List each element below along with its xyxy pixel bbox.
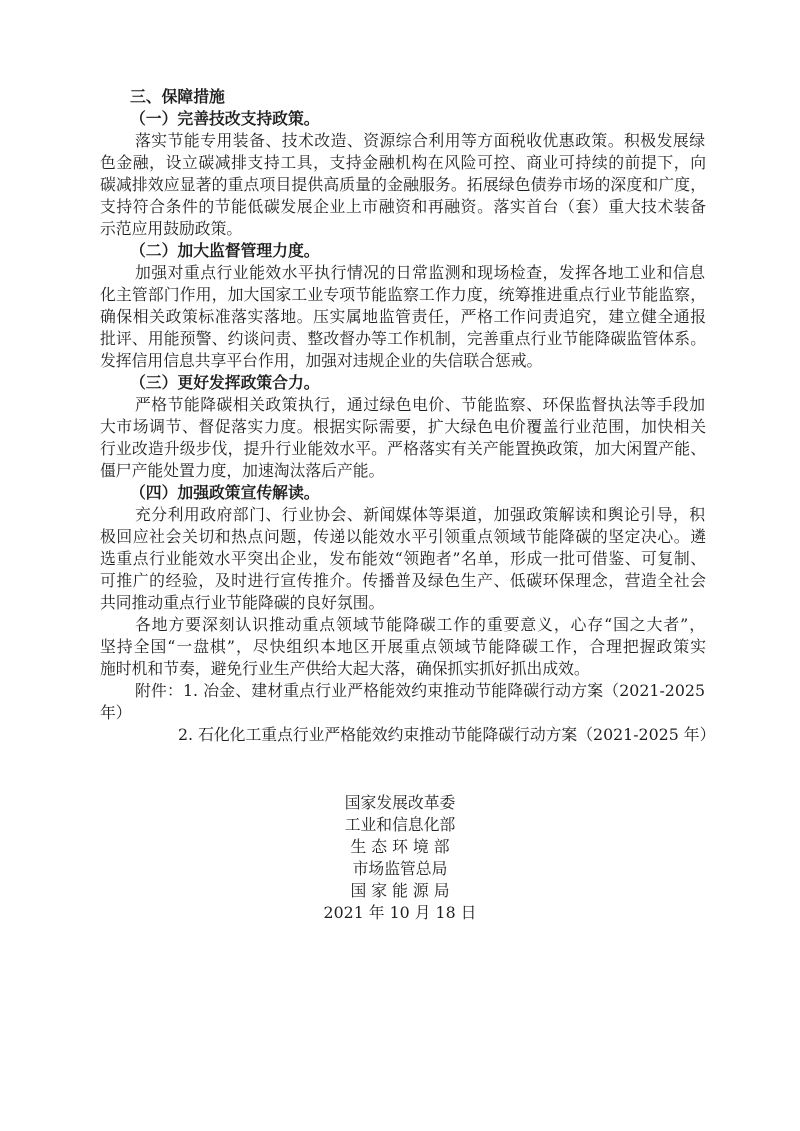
paragraph-line: 大市场调节、督促落实力度。根据实际需要，扩大绿色电价覆盖行业范围，加快相关: [100, 417, 706, 436]
section-heading: 三、保障措施: [130, 87, 225, 106]
item-heading-4: （四）加强政策宣传解读。: [130, 483, 320, 502]
item-heading-3: （三）更好发挥政策合力。: [130, 373, 320, 392]
paragraph-line: 发挥信用信息共享平台作用，加强对违规企业的失信联合惩戒。: [100, 351, 543, 370]
attachment-1: 附件：1. 冶金、建材重点行业严格能效约束推动节能降碳行动方案（2021-2025: [135, 681, 705, 700]
paragraph-line: 可推广的经验，及时进行宣传推介。传播普及绿色生产、低碳环保理念，营造全社会: [100, 571, 706, 590]
paragraph-line: 僵尸产能处置力度，加速淘汰落后产能。: [100, 461, 385, 480]
paragraph-line: 共同推动重点行业节能降碳的良好氛围。: [100, 593, 385, 612]
attachment-1-wrap: 年）: [100, 703, 132, 722]
paragraph-line: 加强对重点行业能效水平执行情况的日常监测和现场检查，发挥各地工业和信息: [135, 263, 705, 282]
paragraph-line: 严格节能降碳相关政策执行，通过绿色电价、节能监察、环保监督执法等手段加: [135, 395, 705, 414]
closing-line: 施时机和节奏，避免行业生产供给大起大落，确保抓实抓好抓出成效。: [100, 659, 590, 678]
paragraph-line: 行业改造升级步伐，提升行业能效水平。严格落实有关产能置换政策，加大闲置产能、: [100, 439, 706, 458]
signatory-mee: 生 态 环 境 部: [350, 837, 450, 856]
paragraph-line: 色金融，设立碳减排支持工具，支持金融机构在风险可控、商业可持续的前提下，向: [100, 153, 706, 172]
paragraph-line: 示范应用鼓励政策。: [100, 219, 243, 238]
paragraph-line: 化主管部门作用，加大国家工业专项节能监察工作力度，统筹推进重点行业节能监察，: [100, 285, 706, 304]
signatory-ndrc: 国家发展改革委: [344, 793, 456, 812]
signatory-miit: 工业和信息化部: [344, 815, 456, 834]
signatory-nea: 国 家 能 源 局: [350, 881, 450, 900]
paragraph-line: 选重点行业能效水平突出企业，发布能效“领跑者”名单，形成一批可借鉴、可复制、: [100, 549, 706, 568]
paragraph-line: 极回应社会关切和热点问题，传递以能效水平引领重点领域节能降碳的坚定决心。遴: [100, 527, 706, 546]
paragraph-line: 确保相关政策标准落实落地。压实属地监管责任，严格工作问责追究，建立健全通报: [100, 307, 706, 326]
item-heading-1: （一）完善技改支持政策。: [130, 109, 320, 128]
paragraph-line: 落实节能专用装备、技术改造、资源综合利用等方面税收优惠政策。积极发展绿: [135, 131, 705, 150]
closing-line: 各地方要深刻认识推动重点领域节能降碳工作的重要意义，心存“国之大者”，: [135, 615, 705, 634]
item-heading-2: （二）加大监督管理力度。: [130, 241, 320, 260]
paragraph-line: 充分利用政府部门、行业协会、新闻媒体等渠道，加强政策解读和舆论引导，积: [135, 505, 705, 524]
paragraph-line: 碳减排效应显著的重点项目提供高质量的金融服务。拓展绿色债券市场的深度和广度，: [100, 175, 706, 194]
paragraph-line: 批评、用能预警、约谈问责、整改督办等工作机制，完善重点行业节能降碳监管体系。: [100, 329, 706, 348]
attachment-2: 2. 石化化工重点行业严格能效约束推动节能降碳行动方案（2021-2025 年）: [178, 725, 716, 744]
paragraph-line: 支持符合条件的节能低碳发展企业上市融资和再融资。落实首台（套）重大技术装备: [100, 197, 706, 216]
closing-line: 坚持全国“一盘棋”，尽快组织本地区开展重点领域节能降碳工作，合理把握政策实: [100, 637, 706, 656]
document-date: 2021 年 10 月 18 日: [323, 903, 477, 922]
signatory-samr: 市场监管总局: [352, 859, 448, 878]
